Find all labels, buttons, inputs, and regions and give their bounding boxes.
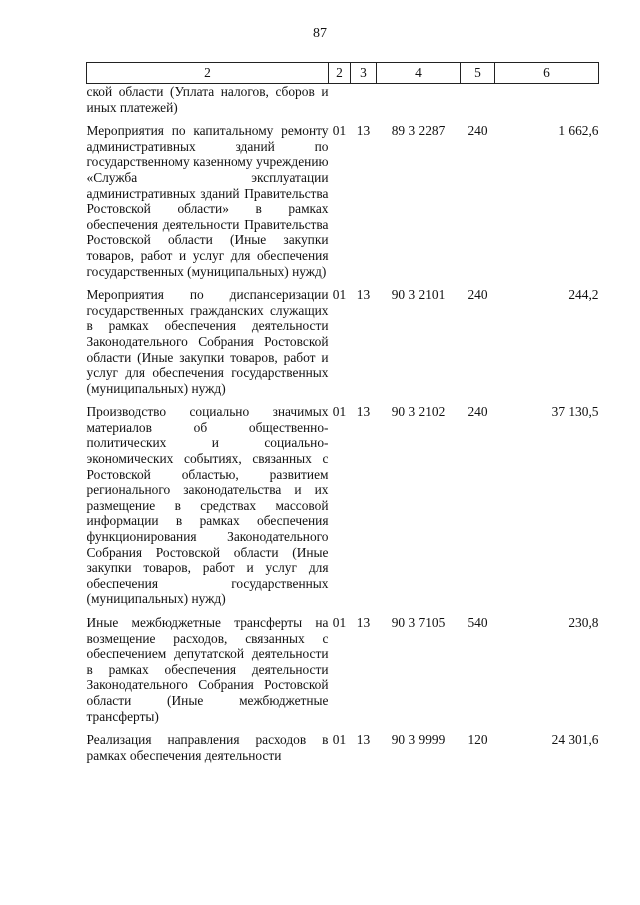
table-row: [87, 732, 599, 763]
row-amount: 37 130,5: [551, 404, 599, 420]
table-row: [87, 287, 599, 396]
row-subsection: [351, 84, 377, 116]
row-subsection: 13: [356, 123, 371, 139]
row-description: Мероприятия по диспансеризации государственных гражданских служащих в рамках обеспечения деятельности Законодательного Собрания Ростовской области (Иные закупки товаров, работ и услуг для обеспечения государственных (муниципальных) нужд): [86, 287, 329, 396]
row-subsection: 13: [356, 615, 371, 630]
row-target-article: 90 3 9999: [391, 732, 446, 748]
row-section: 01: [332, 732, 347, 748]
row-expense-type: 540: [467, 615, 488, 630]
row-section: 01: [332, 404, 347, 420]
table-row: [87, 123, 599, 279]
row-expense-type: 240: [467, 404, 488, 420]
column-header-expense-type: 5: [461, 63, 495, 84]
row-section: 01: [332, 287, 347, 303]
row-target-article: 90 3 2101: [391, 287, 446, 303]
row-target-article: 89 3 2287: [391, 123, 446, 139]
row-description: ской области (Уплата налогов, сборов и иных платежей): [86, 84, 329, 115]
row-section: [329, 84, 351, 116]
row-expense-type: [461, 84, 495, 116]
column-header-subsection: 3: [351, 63, 377, 84]
column-header-description: 2: [87, 63, 329, 84]
row-target-article: [377, 84, 461, 116]
row-target-article: 90 3 7105: [391, 615, 446, 630]
row-target-article: 90 3 2102: [391, 404, 446, 420]
budget-table: [86, 62, 599, 763]
row-description: Мероприятия по капитальному ремонту административных зданий по государственному казенному учреждению «Служба эксплуатации административных зданий Правительства Ростовской области» в рамках обеспечения деятельности Правительства Ростовской области (Иные закупки товаров, работ и услуг для обеспечения государственных (муниципальных) нужд): [86, 123, 329, 279]
row-expense-type: 240: [467, 287, 488, 303]
row-amount: 244,2: [568, 287, 599, 303]
row-section: 01: [332, 123, 347, 139]
column-header-section: 2: [329, 63, 351, 84]
table-header-row: [87, 63, 599, 84]
row-description: Производство социально значимых материалов об общественно-политических и социально-экономических событиях, связанных с Ростовской областью, развитием регионального законодательства и их размещение в средствах массовой информации в рамках обеспечения функционирования Законодательного Собрания Ростовской области (Иные закупки товаров, работ и услуг для обеспечения государственных (муниципальных) нужд): [86, 404, 329, 607]
table-row: [87, 84, 599, 116]
row-expense-type: 120: [467, 732, 488, 748]
row-subsection: 13: [356, 404, 371, 420]
row-amount: 24 301,6: [551, 732, 599, 748]
row-description: Реализация направления расходов в рамках обеспечения деятельности: [86, 732, 329, 763]
row-amount: 1 662,6: [558, 123, 599, 139]
table-row: [87, 615, 599, 724]
row-section: 01: [332, 615, 347, 630]
row-amount: 230,8: [568, 615, 599, 630]
page-number: 87: [313, 26, 327, 41]
row-expense-type: 240: [467, 123, 488, 139]
row-amount: [495, 84, 599, 116]
row-description: Иные межбюджетные трансферты на возмещение расходов, связанных с обеспечением депутатской деятельности в рамках обеспечения деятельности Законодательного Собрания Ростовской области (Иные межбюджетные трансферты): [86, 615, 329, 724]
column-header-target-article: 4: [377, 63, 461, 84]
column-header-amount: 6: [495, 63, 599, 84]
row-subsection: 13: [356, 732, 371, 748]
table-row: [87, 404, 599, 607]
row-subsection: 13: [356, 287, 371, 303]
